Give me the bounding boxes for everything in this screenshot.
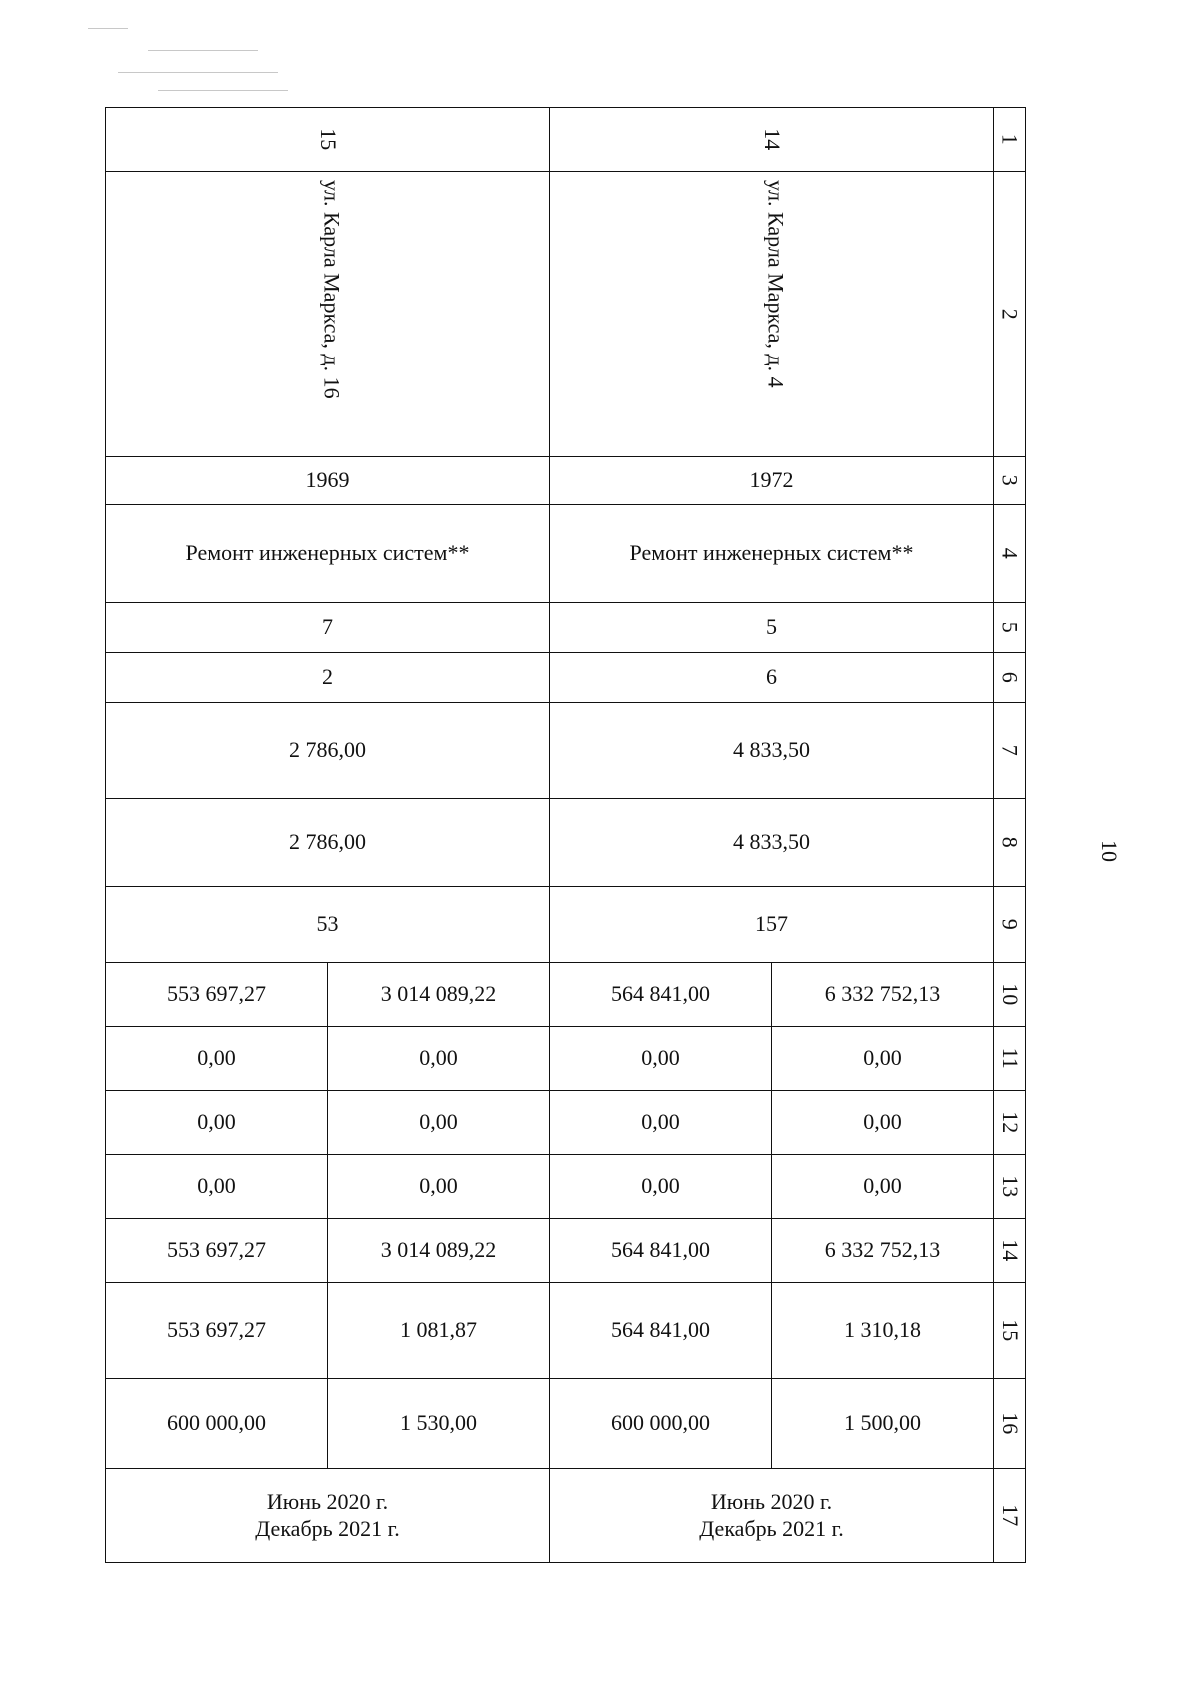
row-number: 3 [994, 457, 1026, 505]
data-table [105, 107, 1026, 1563]
cell-year: 1969 [106, 457, 550, 505]
cell-value: 553 697,27 [106, 1283, 328, 1379]
row-number: 15 [994, 1283, 1026, 1379]
row-number: 17 [994, 1469, 1026, 1563]
cell-value: 53 [106, 887, 550, 963]
cell-value: 1 310,18 [772, 1283, 994, 1379]
cell-value: 4 833,50 [550, 703, 994, 799]
cell-value: 5 [550, 603, 994, 653]
period-start: Июнь 2020 г. [266, 1489, 389, 1515]
table-row [106, 1469, 1026, 1563]
row-number: 9 [994, 887, 1026, 963]
cell-period [550, 1469, 994, 1563]
cell-value: 553 697,27 [106, 1219, 328, 1283]
row-number: 5 [994, 603, 1026, 653]
cell-value: 0,00 [550, 1027, 772, 1091]
table-row [106, 1091, 1026, 1155]
cell-value: 2 [106, 653, 550, 703]
row-number: 12 [994, 1091, 1026, 1155]
cell-value: 6 332 752,13 [772, 963, 994, 1027]
cell-value: 157 [550, 887, 994, 963]
row-number: 6 [994, 653, 1026, 703]
cell-value: 600 000,00 [106, 1379, 328, 1469]
cell-value: 0,00 [106, 1155, 328, 1219]
row-number: 1 [994, 108, 1026, 172]
page-number: 10 [1097, 840, 1122, 862]
period-end: Декабрь 2021 г. [699, 1515, 844, 1541]
row-number: 2 [994, 172, 1026, 457]
cell-value: 3 014 089,22 [328, 1219, 550, 1283]
cell-value: 564 841,00 [550, 963, 772, 1027]
cell-value: 2 786,00 [106, 799, 550, 887]
cell-period [106, 1469, 550, 1563]
row-number: 16 [994, 1379, 1026, 1469]
cell-value: 0,00 [772, 1027, 994, 1091]
row-number: 14 [994, 1219, 1026, 1283]
table-row [106, 799, 1026, 887]
table-row [106, 1155, 1026, 1219]
cell-address: ул. Карла Маркса, д. 4 [550, 172, 994, 457]
period-start: Июнь 2020 г. [710, 1489, 833, 1515]
cell-value: 1 081,87 [328, 1283, 550, 1379]
cell-address: ул. Карла Маркса, д. 16 [106, 172, 550, 457]
cell-value: 0,00 [106, 1091, 328, 1155]
cell-value: 7 [106, 603, 550, 653]
row-number: 7 [994, 703, 1026, 799]
row-number: 4 [994, 505, 1026, 603]
cell-value: 0,00 [328, 1091, 550, 1155]
cell-value: 4 833,50 [550, 799, 994, 887]
table-row [106, 963, 1026, 1027]
table-row [106, 505, 1026, 603]
row-number: 10 [994, 963, 1026, 1027]
cell-object-number: 15 [106, 108, 550, 172]
cell-value: 3 014 089,22 [328, 963, 550, 1027]
table-row [106, 1379, 1026, 1469]
cell-object-number: 14 [550, 108, 994, 172]
table-row [106, 703, 1026, 799]
cell-work-type: Ремонт инженерных систем** [106, 505, 550, 603]
cell-value: 1 530,00 [328, 1379, 550, 1469]
cell-value: 6 332 752,13 [772, 1219, 994, 1283]
row-number: 11 [994, 1027, 1026, 1091]
table-row [106, 172, 1026, 457]
cell-value: 600 000,00 [550, 1379, 772, 1469]
table-row [106, 887, 1026, 963]
scan-artifact [88, 20, 308, 100]
cell-value: 0,00 [772, 1091, 994, 1155]
table-row [106, 603, 1026, 653]
cell-value: 0,00 [328, 1027, 550, 1091]
table-row [106, 108, 1026, 172]
cell-year: 1972 [550, 457, 994, 505]
cell-work-type: Ремонт инженерных систем** [550, 505, 994, 603]
table-row [106, 1027, 1026, 1091]
cell-value: 2 786,00 [106, 703, 550, 799]
table-row [106, 1283, 1026, 1379]
table-row [106, 457, 1026, 505]
period-end: Декабрь 2021 г. [255, 1515, 400, 1541]
cell-value: 1 500,00 [772, 1379, 994, 1469]
cell-value: 564 841,00 [550, 1219, 772, 1283]
cell-value: 0,00 [328, 1155, 550, 1219]
table-row [106, 653, 1026, 703]
row-number: 13 [994, 1155, 1026, 1219]
cell-value: 0,00 [772, 1155, 994, 1219]
cell-value: 0,00 [106, 1027, 328, 1091]
row-number: 8 [994, 799, 1026, 887]
table-row [106, 1219, 1026, 1283]
cell-value: 0,00 [550, 1091, 772, 1155]
cell-value: 6 [550, 653, 994, 703]
cell-value: 0,00 [550, 1155, 772, 1219]
cell-value: 553 697,27 [106, 963, 328, 1027]
cell-value: 564 841,00 [550, 1283, 772, 1379]
